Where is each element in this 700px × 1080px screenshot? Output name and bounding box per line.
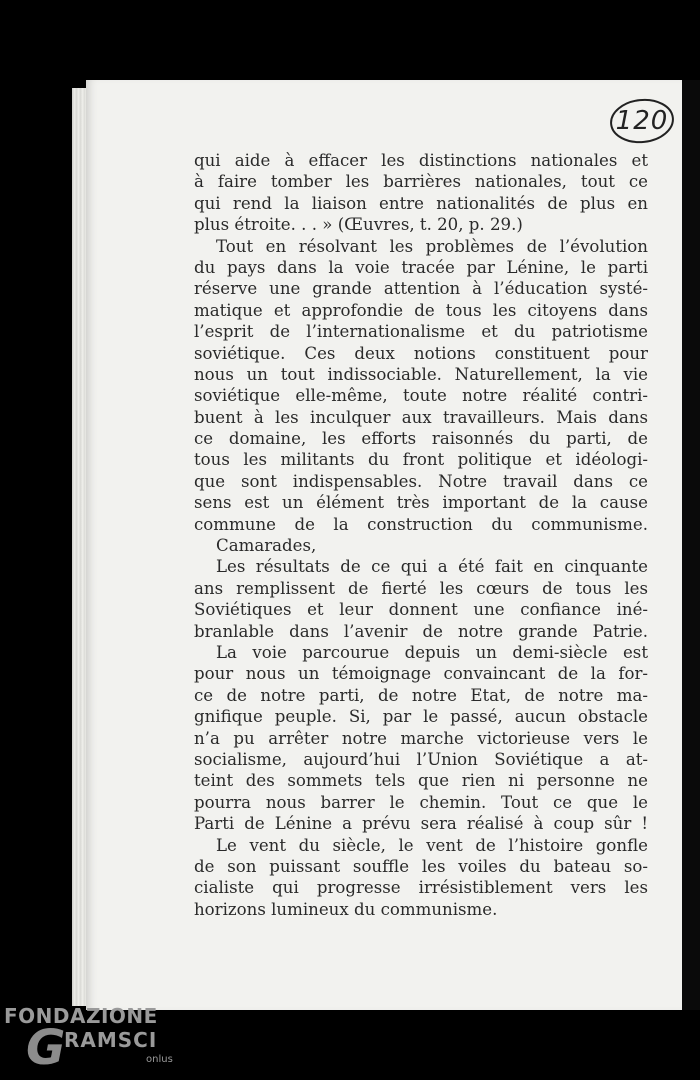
text-line: soviétique. Ces deux notions constituent pour (194, 343, 648, 363)
text-line: socialisme, aujourd’hui l’Union Soviétique a at- (194, 749, 648, 769)
text-line: n’a pu arrêter notre marche victorieuse vers le (194, 728, 648, 748)
text-line: Tout en résolvant les problèmes de l’évolution (216, 236, 648, 256)
text-line: cialiste qui progresse irrésistiblement vers les (194, 878, 648, 898)
watermark-sub: onlus (146, 1054, 173, 1065)
text-line: de son puissant souffle les voiles du bateau so- (194, 856, 648, 876)
text-line: commune de la construction du communisme. (194, 514, 648, 534)
text-line: ce domaine, les efforts raisonnés du parti, de (194, 429, 648, 449)
text-line: plus étroite. . . » (Œuvres, t. 20, p. 29.) (194, 215, 523, 235)
body-text (194, 150, 648, 920)
text-line: nous un tout indissociable. Naturellement, la vie (194, 364, 648, 384)
text-line: tous les militants du front politique et idéologi- (194, 450, 648, 470)
text-line: pourra nous barrer le chemin. Tout ce que le (194, 792, 648, 812)
text-line: soviétique elle-même, toute notre réalité contri- (194, 386, 648, 406)
text-line: pour nous un témoignage convaincant de la for- (194, 664, 648, 684)
page-number-text: 120 (615, 106, 669, 136)
text-line: Parti de Lénine a prévu sera réalisé à coup sûr ! (194, 814, 648, 834)
text-line: ans remplissent de fierté les cœurs de tous les (194, 578, 648, 598)
text-line: branlable dans l’avenir de notre grande Patrie. (194, 621, 648, 641)
text-line: gnifique peuple. Si, par le passé, aucun obstacle (194, 707, 648, 727)
text-line: teint des sommets tels que rien ni personne ne (194, 771, 648, 791)
text-line: Les résultats de ce qui a été fait en cinquante (216, 557, 648, 577)
text-line: Le vent du siècle, le vent de l’histoire gonfle (216, 835, 648, 855)
scan-background-edge (682, 80, 700, 1010)
text-line: à faire tomber les barrières nationales, tout ce (194, 172, 648, 192)
fondazione-gramsci-watermark (4, 1002, 184, 1078)
text-line: qui rend la liaison entre nationalités de plus en (194, 193, 648, 213)
watermark-line2: RAMSCI (64, 1028, 158, 1052)
text-line: horizons lumineux du communisme. (194, 899, 498, 919)
text-line: sens est un élément très important de la cause (194, 493, 648, 513)
text-line: réserve une grande attention à l’éducation systé- (194, 279, 648, 299)
text-line: matique et approfondie de tous les citoyens dans (194, 300, 648, 320)
watermark-initial: G (26, 1020, 66, 1076)
text-line: qui aide à effacer les distinctions nationales et (194, 151, 648, 170)
text-line: Camarades, (216, 536, 317, 556)
text-line: l’esprit de l’internationalisme et du patriotisme (194, 322, 648, 342)
text-line: La voie parcourue depuis un demi-siècle est (216, 642, 648, 662)
handwritten-page-number (608, 96, 676, 146)
text-line: ce de notre parti, de notre Etat, de notre ma- (194, 685, 648, 705)
text-line: que sont indispensables. Notre travail dans ce (194, 471, 648, 491)
text-line: Soviétiques et leur donnent une confiance iné- (194, 600, 648, 620)
text-line: du pays dans la voie tracée par Lénine, le parti (194, 257, 648, 277)
watermark-line1: FONDAZIONE (4, 1004, 158, 1028)
text-line: buent à les inculquer aux travailleurs. Mais dans (194, 407, 648, 427)
